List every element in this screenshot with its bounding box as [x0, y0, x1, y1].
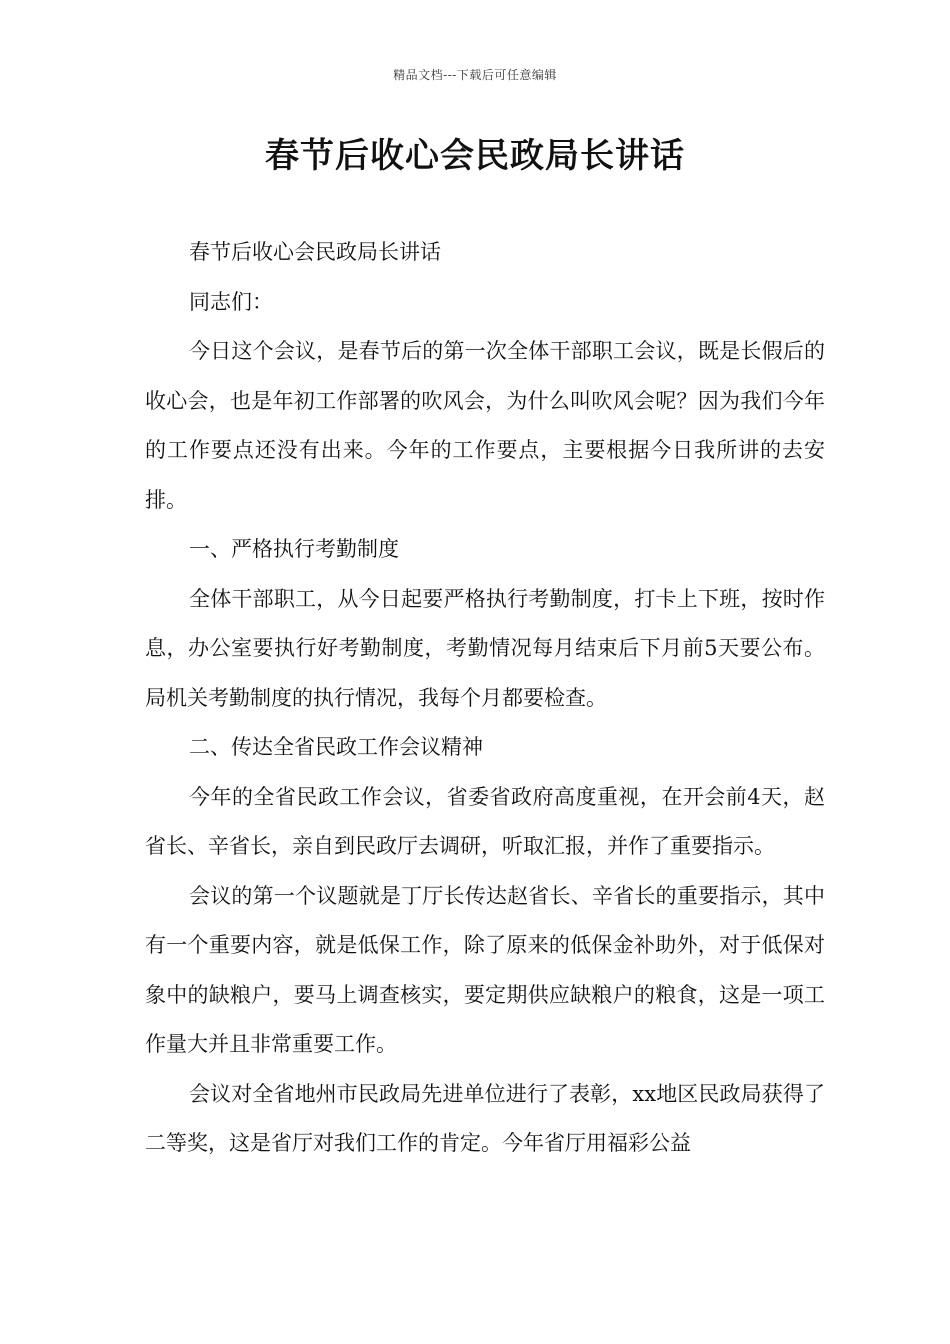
header-note: 精品文档---下载后可任意编辑	[393, 68, 557, 82]
section-heading: 二、传达全省民政工作会议精神	[189, 735, 483, 759]
paragraph: 会议的第一个议题就是丁厅长传达赵省长、辛省长的重要指示，其中有一个重要内容，就是低保工作，除了原来的低保金补助外，对于低保对象中的缺粮户，要马上调查核实，要定期供应缺粮户的粮食，这是一项工作量大并且非常重要工作。	[145, 883, 825, 1056]
paragraph: 全体干部职工，从今日起要严格执行考勤制度，打卡上下班，按时作息，办公室要执行好考勤制度，考勤情况每月结束后下月前5天要公布。局机关考勤制度的执行情况，我每个月都要检查。	[145, 586, 825, 710]
document-title: 春节后收心会民政局长讲话	[265, 136, 685, 176]
paragraph: 同志们：	[189, 289, 273, 314]
paragraph: 春节后收心会民政局长讲话	[189, 240, 441, 264]
paragraph: 会议对全省地州市民政局先进单位进行了表彰，xx地区民政局获得了二等奖，这是省厅对我们工作的肯定。今年省厅用福彩公益	[145, 1081, 825, 1155]
document-body	[145, 228, 825, 1169]
section-heading: 一、严格执行考勤制度	[189, 537, 399, 561]
paragraph: 今年的全省民政工作会议，省委省政府高度重视，在开会前4天，赵省长、辛省长，亲自到民政厅去调研，听取汇报，并作了重要指示。	[145, 784, 825, 858]
paragraph: 今日这个会议，是春节后的第一次全体干部职工会议，既是长假后的收心会，也是年初工作部署的吹风会，为什么叫吹风会呢？因为我们今年的工作要点还没有出来。今年的工作要点，主要根据今日我所讲的去安排。	[145, 339, 825, 512]
